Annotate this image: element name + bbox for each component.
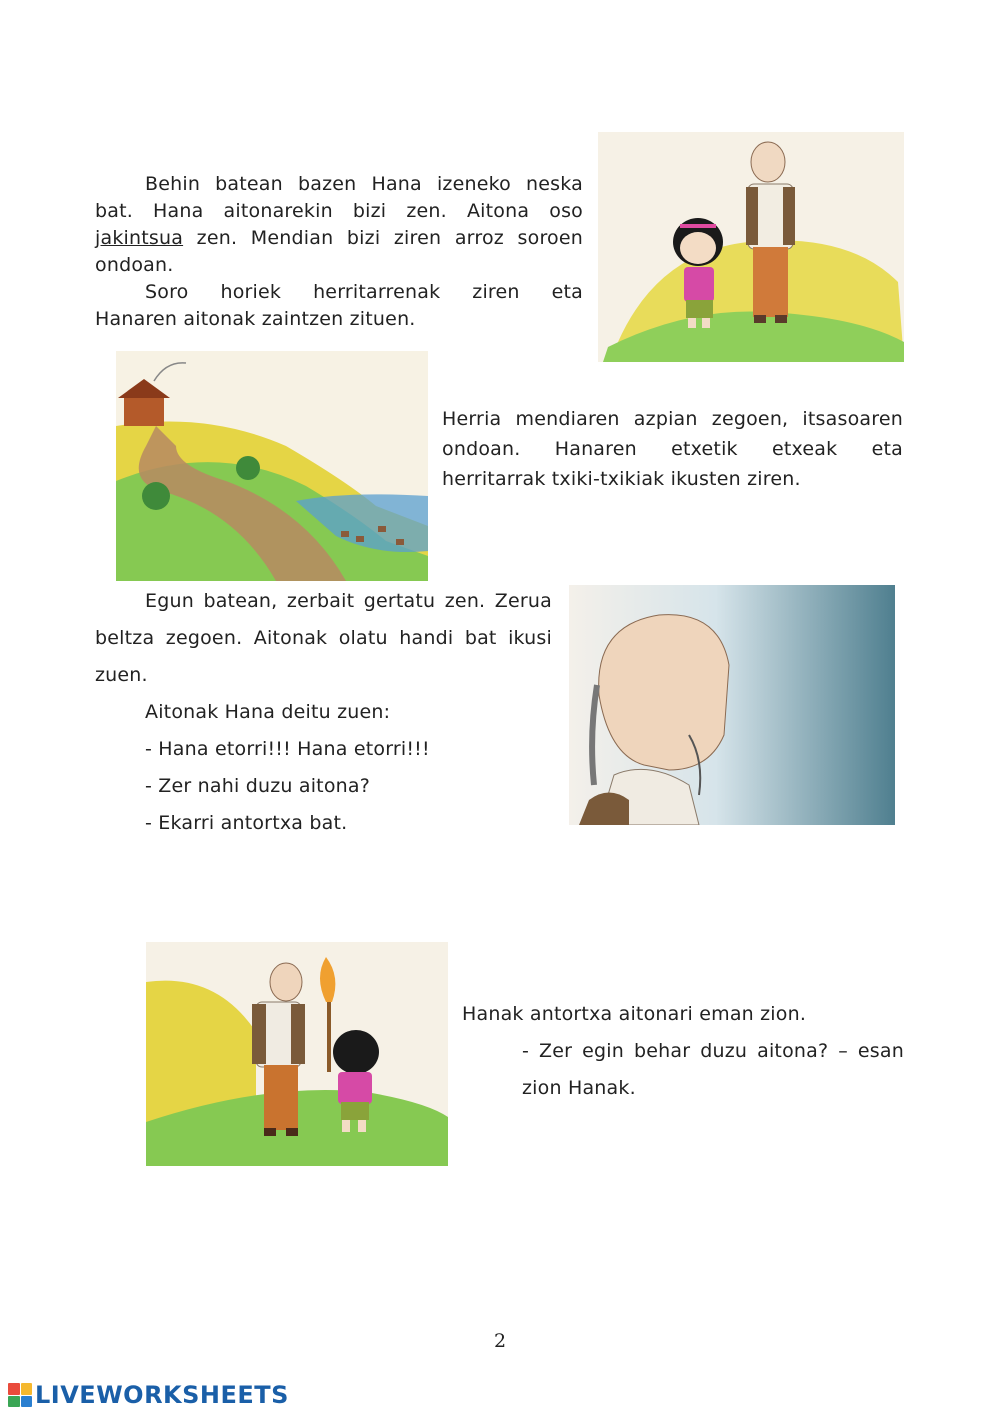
text-line: ondoan. Hanaren etxetik etxeak eta <box>442 438 903 460</box>
text-line: Hanaren aitonak zaintzen zituen. <box>95 308 416 330</box>
text-line: Hanak antortxa aitonari eman zion. <box>462 1003 807 1025</box>
paragraph-torch <box>462 996 904 1107</box>
text-line: Soro horiek herritarrenak ziren eta <box>145 281 583 303</box>
dialogue-line: zion Hanak. <box>522 1077 636 1099</box>
liveworksheets-logo[interactable] <box>8 1381 289 1409</box>
text-line: ondoan. <box>95 254 174 276</box>
paragraph-village <box>442 404 903 494</box>
text-line: Aitonak Hana deitu zuen: <box>145 701 391 723</box>
girl-gives-torch-illustration <box>146 942 448 1166</box>
brand-name: LIVEWORKSHEETS <box>35 1381 289 1409</box>
paragraph-intro <box>95 171 583 333</box>
text-line: Egun batean, zerbait gertatu zen. Zerua <box>145 590 552 612</box>
text-line: jakintsua zen. Mendian bizi ziren arroz soroen <box>95 227 583 249</box>
underlined-word: jakintsua <box>95 227 184 249</box>
text-line: herritarrak txiki-txikiak ikusten ziren. <box>442 468 801 490</box>
text-line: zuen. <box>95 664 148 686</box>
hill-house-village-illustration <box>116 351 428 581</box>
girl-and-grandfather-illustration <box>598 132 904 362</box>
dialogue-line: - Zer egin behar duzu aitona? – esan <box>522 1040 904 1062</box>
text-line: bat. Hana aitonarekin bizi zen. Aitona oso <box>95 200 583 222</box>
logo-icon <box>8 1383 32 1407</box>
grandfather-portrait-illustration <box>569 585 895 825</box>
paragraph-storm <box>95 583 552 842</box>
dialogue-line: - Zer nahi duzu aitona? <box>145 775 371 797</box>
text-line: Behin batean bazen Hana izeneko neska <box>145 173 583 195</box>
text-line: Herria mendiaren azpian zegoen, itsasoaren <box>442 408 903 430</box>
page-number: 2 <box>493 1330 507 1352</box>
dialogue-line: - Ekarri antortxa bat. <box>145 812 348 834</box>
dialogue-line: - Hana etorri!!! Hana etorri!!! <box>145 738 430 760</box>
text-line: beltza zegoen. Aitonak olatu handi bat ikusi <box>95 627 552 649</box>
